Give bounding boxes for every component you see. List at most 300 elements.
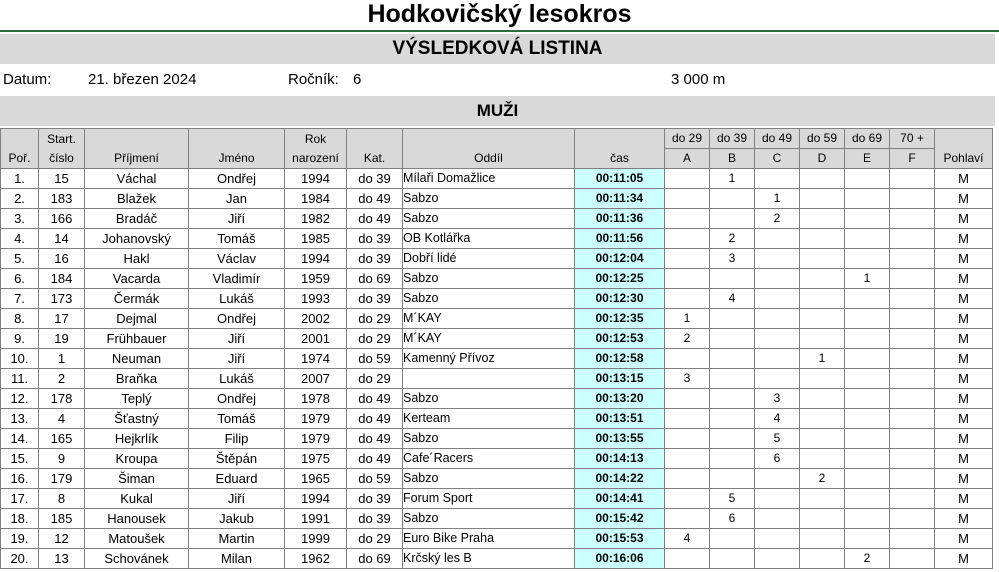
group-b-rank-cell (710, 329, 755, 349)
gender-cell: M (935, 509, 993, 529)
position-cell: 1. (1, 169, 39, 189)
group-e-rank-cell (845, 409, 890, 429)
group-a-rank-cell (665, 229, 710, 249)
table-row (1, 249, 993, 269)
gender-cell: M (935, 249, 993, 269)
header-position: Poř. (1, 129, 39, 169)
surname-cell: Hanousek (85, 509, 189, 529)
group-f-rank-cell (890, 549, 935, 569)
group-a-rank-cell (665, 209, 710, 229)
group-a-rank-cell: 1 (665, 309, 710, 329)
group-b-rank-cell (710, 549, 755, 569)
group-e-rank-cell (845, 309, 890, 329)
group-c-rank-cell (755, 349, 800, 369)
surname-cell: Dejmal (85, 309, 189, 329)
document-title: Hodkovičský lesokros (367, 0, 632, 28)
group-a-rank-cell (665, 249, 710, 269)
surname-cell: Hakl (85, 249, 189, 269)
name-cell: Tomáš (189, 229, 285, 249)
group-c-rank-cell (755, 549, 800, 569)
group-b-rank-cell: 5 (710, 489, 755, 509)
gender-cell: M (935, 289, 993, 309)
table-row (1, 469, 993, 489)
position-cell: 15. (1, 449, 39, 469)
position-cell: 14. (1, 429, 39, 449)
start-number-cell: 2 (39, 369, 85, 389)
group-b-rank-cell (710, 449, 755, 469)
time-cell: 00:11:56 (575, 229, 665, 249)
table-row (1, 429, 993, 449)
group-e-rank-cell (845, 249, 890, 269)
name-cell: Ondřej (189, 169, 285, 189)
surname-cell: Šiman (85, 469, 189, 489)
group-f-rank-cell (890, 529, 935, 549)
club-cell: Cafe´Racers (403, 449, 575, 469)
group-a-rank-cell: 2 (665, 329, 710, 349)
start-number-cell: 19 (39, 329, 85, 349)
position-cell: 3. (1, 209, 39, 229)
group-a-rank-cell: 4 (665, 529, 710, 549)
group-d-rank-cell (800, 329, 845, 349)
group-a-rank-cell (665, 469, 710, 489)
group-f-rank-cell (890, 309, 935, 329)
header-age-range-a: do 29 (665, 129, 710, 149)
surname-cell: Braňka (85, 369, 189, 389)
group-c-rank-cell (755, 269, 800, 289)
position-cell: 16. (1, 469, 39, 489)
group-f-rank-cell (890, 369, 935, 389)
time-cell: 00:12:30 (575, 289, 665, 309)
group-a-rank-cell (665, 489, 710, 509)
group-c-rank-cell (755, 309, 800, 329)
category-heading: MUŽI (0, 96, 995, 126)
category-cell: do 49 (347, 409, 403, 429)
table-row (1, 189, 993, 209)
group-d-rank-cell (800, 169, 845, 189)
group-b-rank-cell (710, 309, 755, 329)
category-cell: do 29 (347, 529, 403, 549)
time-cell: 00:12:04 (575, 249, 665, 269)
group-d-rank-cell: 1 (800, 349, 845, 369)
group-e-rank-cell (845, 349, 890, 369)
surname-cell: Frühbauer (85, 329, 189, 349)
group-f-rank-cell (890, 329, 935, 349)
position-cell: 19. (1, 529, 39, 549)
table-row (1, 509, 993, 529)
group-a-rank-cell (665, 169, 710, 189)
category-cell: do 49 (347, 429, 403, 449)
time-cell: 00:11:05 (575, 169, 665, 189)
group-d-rank-cell (800, 189, 845, 209)
table-row (1, 369, 993, 389)
gender-cell: M (935, 209, 993, 229)
year-label: Ročník: (288, 71, 339, 88)
group-e-rank-cell (845, 189, 890, 209)
club-cell: Sabzo (403, 389, 575, 409)
header-age-range-f: 70 + (890, 129, 935, 149)
group-b-rank-cell (710, 409, 755, 429)
group-f-rank-cell (890, 389, 935, 409)
group-e-rank-cell (845, 369, 890, 389)
time-cell: 00:12:53 (575, 329, 665, 349)
header-born-bottom: narození (285, 149, 347, 169)
group-e-rank-cell (845, 209, 890, 229)
club-cell: Kerteam (403, 409, 575, 429)
position-cell: 20. (1, 549, 39, 569)
category-cell: do 39 (347, 249, 403, 269)
header-name: Jméno (189, 129, 285, 169)
birth-year-cell: 1982 (285, 209, 347, 229)
table-row (1, 289, 993, 309)
time-cell: 00:14:13 (575, 449, 665, 469)
group-c-rank-cell (755, 289, 800, 309)
time-cell: 00:11:36 (575, 209, 665, 229)
group-e-rank-cell (845, 489, 890, 509)
name-cell: Lukáš (189, 369, 285, 389)
time-cell: 00:14:41 (575, 489, 665, 509)
birth-year-cell: 1994 (285, 169, 347, 189)
name-cell: Štěpán (189, 449, 285, 469)
header-letter-b: B (710, 149, 755, 169)
birth-year-cell: 1959 (285, 269, 347, 289)
results-list-heading: VÝSLEDKOVÁ LISTINA (0, 34, 995, 64)
gender-cell: M (935, 349, 993, 369)
birth-year-cell: 2001 (285, 329, 347, 349)
group-c-rank-cell (755, 329, 800, 349)
header-letter-a: A (665, 149, 710, 169)
category-cell: do 69 (347, 269, 403, 289)
club-cell: Mílaři Domažlice (403, 169, 575, 189)
category-cell: do 29 (347, 329, 403, 349)
position-cell: 8. (1, 309, 39, 329)
position-cell: 13. (1, 409, 39, 429)
birth-year-cell: 1979 (285, 409, 347, 429)
gender-cell: M (935, 229, 993, 249)
gender-cell: M (935, 469, 993, 489)
surname-cell: Blažek (85, 189, 189, 209)
table-row (1, 169, 993, 189)
gender-cell: M (935, 329, 993, 349)
surname-cell: Kroupa (85, 449, 189, 469)
title-divider (0, 30, 999, 32)
surname-cell: Vacarda (85, 269, 189, 289)
group-b-rank-cell: 1 (710, 169, 755, 189)
group-f-rank-cell (890, 209, 935, 229)
group-d-rank-cell (800, 289, 845, 309)
start-number-cell: 16 (39, 249, 85, 269)
header-age-range-b: do 39 (710, 129, 755, 149)
group-c-rank-cell: 3 (755, 389, 800, 409)
category-cell: do 39 (347, 509, 403, 529)
group-f-rank-cell (890, 249, 935, 269)
group-c-rank-cell (755, 489, 800, 509)
results-table (0, 128, 993, 569)
birth-year-cell: 1978 (285, 389, 347, 409)
club-cell: M´KAY (403, 329, 575, 349)
club-cell: Sabzo (403, 509, 575, 529)
header-surname: Příjmení (85, 129, 189, 169)
name-cell: Jiří (189, 329, 285, 349)
group-e-rank-cell (845, 469, 890, 489)
group-c-rank-cell: 5 (755, 429, 800, 449)
start-number-cell: 184 (39, 269, 85, 289)
group-f-rank-cell (890, 489, 935, 509)
start-number-cell: 17 (39, 309, 85, 329)
name-cell: Ondřej (189, 389, 285, 409)
name-cell: Lukáš (189, 289, 285, 309)
table-row (1, 409, 993, 429)
gender-cell: M (935, 409, 993, 429)
group-e-rank-cell (845, 449, 890, 469)
group-c-rank-cell (755, 509, 800, 529)
club-cell: Sabzo (403, 269, 575, 289)
category-cell: do 69 (347, 549, 403, 569)
start-number-cell: 15 (39, 169, 85, 189)
header-age-range-c: do 49 (755, 129, 800, 149)
group-e-rank-cell (845, 229, 890, 249)
name-cell: Jiří (189, 489, 285, 509)
club-cell: Sabzo (403, 189, 575, 209)
name-cell: Jakub (189, 509, 285, 529)
group-f-rank-cell (890, 289, 935, 309)
position-cell: 12. (1, 389, 39, 409)
table-row (1, 389, 993, 409)
birth-year-cell: 1965 (285, 469, 347, 489)
name-cell: Vladimír (189, 269, 285, 289)
group-f-rank-cell (890, 269, 935, 289)
group-d-rank-cell (800, 489, 845, 509)
birth-year-cell: 1994 (285, 489, 347, 509)
club-cell: Sabzo (403, 429, 575, 449)
group-a-rank-cell (665, 289, 710, 309)
category-cell: do 39 (347, 289, 403, 309)
header-start-top: Start. (39, 129, 85, 149)
group-d-rank-cell (800, 429, 845, 449)
start-number-cell: 4 (39, 409, 85, 429)
category-cell: do 39 (347, 169, 403, 189)
table-row (1, 549, 993, 569)
gender-cell: M (935, 309, 993, 329)
time-cell: 00:12:25 (575, 269, 665, 289)
time-cell: 00:12:58 (575, 349, 665, 369)
surname-cell: Neuman (85, 349, 189, 369)
start-number-cell: 13 (39, 549, 85, 569)
group-f-rank-cell (890, 189, 935, 209)
time-cell: 00:13:55 (575, 429, 665, 449)
start-number-cell: 173 (39, 289, 85, 309)
gender-cell: M (935, 389, 993, 409)
birth-year-cell: 1974 (285, 349, 347, 369)
group-d-rank-cell (800, 309, 845, 329)
group-b-rank-cell: 4 (710, 289, 755, 309)
group-c-rank-cell: 6 (755, 449, 800, 469)
position-cell: 7. (1, 289, 39, 309)
gender-cell: M (935, 369, 993, 389)
group-c-rank-cell (755, 229, 800, 249)
header-letter-e: E (845, 149, 890, 169)
table-row (1, 449, 993, 469)
group-e-rank-cell (845, 329, 890, 349)
group-f-rank-cell (890, 509, 935, 529)
birth-year-cell: 1993 (285, 289, 347, 309)
name-cell: Martin (189, 529, 285, 549)
start-number-cell: 183 (39, 189, 85, 209)
time-cell: 00:12:35 (575, 309, 665, 329)
group-f-rank-cell (890, 169, 935, 189)
group-e-rank-cell (845, 169, 890, 189)
category-cell: do 39 (347, 229, 403, 249)
name-cell: Milan (189, 549, 285, 569)
group-a-rank-cell (665, 509, 710, 529)
club-cell: M´KAY (403, 309, 575, 329)
group-c-rank-cell (755, 469, 800, 489)
table-row (1, 349, 993, 369)
club-cell (403, 369, 575, 389)
group-a-rank-cell (665, 549, 710, 569)
header-gender: Pohlaví (935, 129, 993, 169)
distance-value: 3 000 m (671, 71, 726, 88)
position-cell: 9. (1, 329, 39, 349)
table-row (1, 269, 993, 289)
group-d-rank-cell (800, 449, 845, 469)
group-a-rank-cell (665, 429, 710, 449)
club-cell: Euro Bike Praha (403, 529, 575, 549)
club-cell: Sabzo (403, 289, 575, 309)
group-a-rank-cell (665, 409, 710, 429)
position-cell: 17. (1, 489, 39, 509)
surname-cell: Čermák (85, 289, 189, 309)
birth-year-cell: 1984 (285, 189, 347, 209)
group-a-rank-cell (665, 269, 710, 289)
category-cell: do 49 (347, 389, 403, 409)
group-c-rank-cell: 1 (755, 189, 800, 209)
position-cell: 11. (1, 369, 39, 389)
time-cell: 00:11:34 (575, 189, 665, 209)
group-b-rank-cell (710, 429, 755, 449)
category-cell: do 29 (347, 309, 403, 329)
group-a-rank-cell: 3 (665, 369, 710, 389)
gender-cell: M (935, 489, 993, 509)
name-cell: Václav (189, 249, 285, 269)
group-d-rank-cell (800, 209, 845, 229)
birth-year-cell: 1994 (285, 249, 347, 269)
group-f-rank-cell (890, 449, 935, 469)
surname-cell: Šťastný (85, 409, 189, 429)
surname-cell: Kukal (85, 489, 189, 509)
results-body (1, 169, 993, 569)
group-c-rank-cell (755, 369, 800, 389)
position-cell: 10. (1, 349, 39, 369)
group-f-rank-cell (890, 469, 935, 489)
time-cell: 00:13:51 (575, 409, 665, 429)
name-cell: Filip (189, 429, 285, 449)
group-f-rank-cell (890, 229, 935, 249)
group-b-rank-cell (710, 349, 755, 369)
start-number-cell: 12 (39, 529, 85, 549)
position-cell: 5. (1, 249, 39, 269)
gender-cell: M (935, 169, 993, 189)
group-d-rank-cell (800, 409, 845, 429)
table-row (1, 529, 993, 549)
table-row (1, 489, 993, 509)
date-value: 21. březen 2024 (88, 71, 197, 88)
group-a-rank-cell (665, 349, 710, 369)
group-e-rank-cell (845, 509, 890, 529)
group-a-rank-cell (665, 189, 710, 209)
surname-cell: Johanovský (85, 229, 189, 249)
group-c-rank-cell: 2 (755, 209, 800, 229)
category-cell: do 29 (347, 369, 403, 389)
start-number-cell: 14 (39, 229, 85, 249)
category-cell: do 39 (347, 489, 403, 509)
group-f-rank-cell (890, 409, 935, 429)
start-number-cell: 165 (39, 429, 85, 449)
name-cell: Jiří (189, 209, 285, 229)
time-cell: 00:15:53 (575, 529, 665, 549)
header-born-top: Rok (285, 129, 347, 149)
group-b-rank-cell (710, 189, 755, 209)
group-d-rank-cell (800, 229, 845, 249)
club-cell: Krčský les B (403, 549, 575, 569)
name-cell: Eduard (189, 469, 285, 489)
group-f-rank-cell (890, 349, 935, 369)
group-b-rank-cell (710, 209, 755, 229)
group-d-rank-cell (800, 249, 845, 269)
start-number-cell: 179 (39, 469, 85, 489)
header-start-bottom: číslo (39, 149, 85, 169)
group-d-rank-cell (800, 509, 845, 529)
birth-year-cell: 2002 (285, 309, 347, 329)
name-cell: Jiří (189, 349, 285, 369)
group-d-rank-cell (800, 369, 845, 389)
start-number-cell: 1 (39, 349, 85, 369)
gender-cell: M (935, 429, 993, 449)
group-d-rank-cell (800, 549, 845, 569)
name-cell: Jan (189, 189, 285, 209)
time-cell: 00:15:42 (575, 509, 665, 529)
name-cell: Tomáš (189, 409, 285, 429)
club-cell: Kamenný Přívoz (403, 349, 575, 369)
table-row (1, 209, 993, 229)
start-number-cell: 166 (39, 209, 85, 229)
surname-cell: Hejkrlík (85, 429, 189, 449)
header-letter-f: F (890, 149, 935, 169)
time-cell: 00:13:20 (575, 389, 665, 409)
time-cell: 00:16:06 (575, 549, 665, 569)
group-e-rank-cell (845, 289, 890, 309)
surname-cell: Bradáč (85, 209, 189, 229)
club-cell: Sabzo (403, 209, 575, 229)
header-category: Kat. (347, 129, 403, 169)
start-number-cell: 178 (39, 389, 85, 409)
group-e-rank-cell (845, 429, 890, 449)
group-c-rank-cell (755, 169, 800, 189)
gender-cell: M (935, 529, 993, 549)
start-number-cell: 8 (39, 489, 85, 509)
header-letter-c: C (755, 149, 800, 169)
birth-year-cell: 2007 (285, 369, 347, 389)
gender-cell: M (935, 189, 993, 209)
header-letter-d: D (800, 149, 845, 169)
group-b-rank-cell (710, 529, 755, 549)
table-row (1, 329, 993, 349)
time-cell: 00:14:22 (575, 469, 665, 489)
group-e-rank-cell: 2 (845, 549, 890, 569)
group-d-rank-cell (800, 269, 845, 289)
surname-cell: Matoušek (85, 529, 189, 549)
surname-cell: Teplý (85, 389, 189, 409)
name-cell: Ondřej (189, 309, 285, 329)
